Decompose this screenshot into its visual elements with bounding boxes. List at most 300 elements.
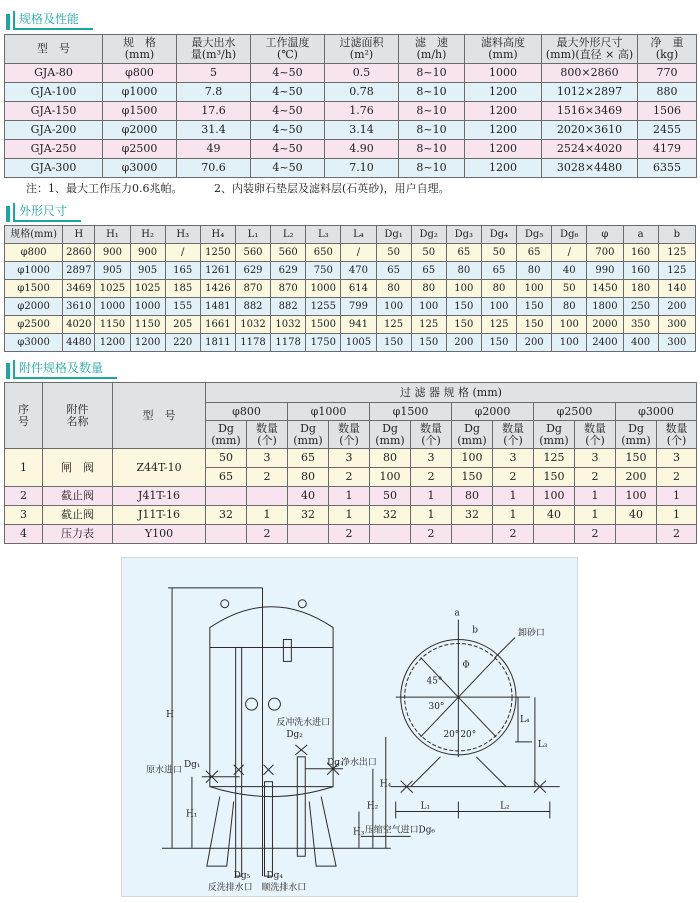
specs-cell: 880	[638, 83, 697, 102]
dimensions-cell: 125	[411, 316, 446, 334]
note-1: 注：1、最大工作压力0.6兆帕。	[26, 182, 183, 195]
specs-cell: 6355	[638, 159, 697, 178]
accessory-cell: 50	[206, 449, 247, 468]
specs-row	[5, 83, 697, 102]
dimensions-col-header: Dg₄	[481, 226, 516, 244]
header-qty: 数量 (个)	[411, 421, 452, 449]
specs-cell: 1200	[465, 140, 542, 159]
dimensions-cell: 80	[481, 280, 516, 298]
dimensions-cell: 100	[552, 334, 587, 352]
specs-col-header: 滤料高度 (mm)	[465, 35, 542, 64]
accessory-cell: 2	[657, 468, 697, 487]
dimensions-cell: 125	[658, 262, 695, 280]
specs-cell: 4~50	[251, 102, 325, 121]
specs-cell: 8~10	[399, 102, 465, 121]
accessory-cell: 100	[452, 449, 493, 468]
dimensions-cell: 1800	[587, 298, 623, 316]
header-qty: 数量 (个)	[657, 421, 697, 449]
dimensions-cell: 150	[376, 334, 411, 352]
dimensions-cell: 560	[271, 244, 306, 262]
label-b: b	[472, 625, 479, 636]
dimensions-cell: 1000	[306, 280, 341, 298]
specs-cell: 31.4	[177, 121, 251, 140]
dimensions-cell: 125	[658, 244, 695, 262]
accessory-cell: 1	[493, 487, 534, 506]
specs-col-header: 最大外形尺寸 (mm)(直径 × 高)	[542, 35, 638, 64]
section-marker-icon	[6, 14, 10, 30]
dimensions-col-header: H₃	[165, 226, 200, 244]
accessory-cell: 32	[452, 506, 493, 525]
dimensions-cell: 1661	[200, 316, 235, 334]
dimensions-cell: 80	[411, 280, 446, 298]
specs-cell: 4179	[638, 140, 697, 159]
specs-col-header: 规 格 (mm)	[103, 35, 177, 64]
label-L4: L₄	[519, 715, 530, 726]
header-size: φ1000	[288, 403, 370, 421]
accessory-cell: 32	[288, 506, 329, 525]
dimensions-cell: 870	[235, 280, 270, 298]
dimensions-col-header: Dg₂	[411, 226, 446, 244]
dimensions-col-header: L₂	[271, 226, 306, 244]
specs-cell: GJA-80	[5, 64, 103, 83]
label-rinse-drain: 顺洗排水口	[261, 883, 307, 894]
label-H2: H₂	[366, 801, 379, 812]
dimensions-cell: φ2000	[5, 298, 63, 316]
accessory-cell: 3	[411, 449, 452, 468]
dimensions-cell: 80	[517, 262, 552, 280]
dimensions-cell: 629	[271, 262, 306, 280]
dimensions-cell: φ3000	[5, 334, 63, 352]
section-marker-icon	[6, 363, 10, 379]
dimensions-cell: 150	[517, 316, 552, 334]
dimensions-cell: 799	[341, 298, 376, 316]
dimensions-row	[5, 244, 696, 262]
dimensions-header-row	[5, 226, 696, 244]
dimensions-col-header: L₄	[341, 226, 376, 244]
accessories-row	[5, 506, 697, 525]
accessory-cell: 150	[452, 468, 493, 487]
specs-cell: 8~10	[399, 121, 465, 140]
dimensions-cell: 1200	[130, 334, 165, 352]
accessory-cell: 3	[493, 449, 534, 468]
label-H1: H₁	[185, 809, 198, 820]
accessory-cell: 32	[206, 506, 247, 525]
accessories-row	[5, 449, 697, 468]
dimensions-cell: φ800	[5, 244, 63, 262]
header-size: φ800	[206, 403, 288, 421]
dimensions-cell: 1025	[95, 280, 130, 298]
accessory-cell: 150	[616, 449, 657, 468]
specs-cell: 0.78	[325, 83, 399, 102]
specs-cell: 1506	[638, 102, 697, 121]
label-H4: H₄	[379, 779, 392, 790]
accessory-cell: 32	[370, 506, 411, 525]
dimensions-cell: 200	[658, 298, 695, 316]
specs-cell: φ800	[103, 64, 177, 83]
header-dg: Dg (mm)	[370, 421, 411, 449]
dimensions-cell: 650	[306, 244, 341, 262]
manhole	[283, 640, 291, 662]
specs-cell: GJA-150	[5, 102, 103, 121]
specs-cell: 3.14	[325, 121, 399, 140]
dimensions-cell: φ2500	[5, 316, 63, 334]
accessory-cell: 2	[575, 468, 616, 487]
specs-col-header: 净 重 (kg)	[638, 35, 697, 64]
dimensions-cell: 1250	[200, 244, 235, 262]
dimensions-col-header: Dg₃	[446, 226, 481, 244]
accessory-cell: 3	[329, 449, 370, 468]
accessory-cell: 3	[247, 449, 288, 468]
accessory-cell: 1	[247, 506, 288, 525]
dimensions-col-header: 规格(mm)	[5, 226, 63, 244]
specs-cell: 0.5	[325, 64, 399, 83]
dimensions-cell: 750	[306, 262, 341, 280]
specs-cell: 4~50	[251, 64, 325, 83]
dimensions-col-header: φ	[587, 226, 623, 244]
dimensions-row	[5, 280, 696, 298]
label-angle-20a: 20°	[443, 729, 460, 740]
specs-cell: GJA-250	[5, 140, 103, 159]
header-dg: Dg (mm)	[452, 421, 493, 449]
accessory-cell: 1	[411, 506, 452, 525]
dimensions-cell: 250	[623, 298, 658, 316]
dimensions-cell: 700	[587, 244, 623, 262]
header-dg: Dg (mm)	[206, 421, 247, 449]
accessory-cell: 1	[329, 487, 370, 506]
dimensions-cell: 629	[235, 262, 270, 280]
dimensions-cell: 125	[481, 316, 516, 334]
dimensions-cell: 1178	[271, 334, 306, 352]
dimensions-cell: 870	[271, 280, 306, 298]
specs-cell: 2020×3610	[542, 121, 638, 140]
specs-cell: 8~10	[399, 140, 465, 159]
label-backwash-drain: 反洗排水口	[207, 883, 253, 894]
dimensions-col-header: Dg₅	[517, 226, 552, 244]
dimensions-cell: 100	[446, 280, 481, 298]
dimensions-cell: φ1500	[5, 280, 63, 298]
dimensions-row	[5, 334, 696, 352]
accessories-row	[5, 525, 697, 544]
specs-cell: 4.90	[325, 140, 399, 159]
specs-row	[5, 159, 697, 178]
specs-cell: 7.10	[325, 159, 399, 178]
dimensions-cell: 350	[623, 316, 658, 334]
accessory-seq: 4	[5, 525, 43, 544]
label-angle-45: 45°	[426, 676, 443, 687]
accessory-cell: 80	[452, 487, 493, 506]
valve-icon	[295, 745, 307, 755]
dimensions-cell: 1150	[95, 316, 130, 334]
accessories-table	[4, 382, 697, 544]
dimensions-cell: 155	[165, 298, 200, 316]
header-name: 附件 名称	[43, 383, 113, 449]
accessory-cell: 65	[206, 468, 247, 487]
dimensions-cell: 2000	[587, 316, 623, 334]
label-angle-20b: 20°	[460, 729, 477, 740]
dimensions-cell: 80	[446, 262, 481, 280]
dimensions-cell: 905	[95, 262, 130, 280]
accessory-cell: 150	[534, 468, 575, 487]
accessory-cell: 80	[370, 449, 411, 468]
specs-cell: φ3000	[103, 159, 177, 178]
specs-col-header: 型 号	[5, 35, 103, 64]
dimensions-cell: 1811	[200, 334, 235, 352]
accessory-cell: 2	[247, 468, 288, 487]
valve-icon	[264, 765, 274, 775]
header-qty: 数量 (个)	[493, 421, 534, 449]
label-sand-port: 卸砂口	[518, 628, 545, 639]
dimensions-cell: 1450	[587, 280, 623, 298]
section-title-accessories: 附件规格及数量	[6, 357, 117, 379]
pressure-gauge	[268, 698, 280, 710]
dimensions-cell: 140	[658, 280, 695, 298]
specs-cell: 2455	[638, 121, 697, 140]
dimensions-cell: 2400	[587, 334, 623, 352]
dimensions-cell: /	[552, 244, 587, 262]
label-clean-outlet-dg: Dg₃	[327, 757, 344, 768]
accessory-name: 截止阀	[43, 506, 113, 525]
dimensions-cell: 160	[623, 244, 658, 262]
accessory-cell: 2	[247, 525, 288, 544]
accessory-cell: 2	[657, 525, 697, 544]
accessory-cell: 2	[329, 468, 370, 487]
dimensions-cell: 1178	[235, 334, 270, 352]
dimensions-cell: 1481	[200, 298, 235, 316]
dimensions-cell: 1426	[200, 280, 235, 298]
header-qty: 数量 (个)	[575, 421, 616, 449]
dimensions-cell: 65	[376, 262, 411, 280]
specs-col-header: 滤 速 (m/h)	[399, 35, 465, 64]
header-size: φ1500	[370, 403, 452, 421]
dimensions-row	[5, 316, 696, 334]
dimensions-cell: 150	[517, 298, 552, 316]
accessory-cell: 80	[288, 468, 329, 487]
note-2: 2、内装卵石垫层及滤料层(石英砂)，用户自理。	[214, 182, 450, 195]
header-dg: Dg (mm)	[616, 421, 657, 449]
header-size: φ3000	[616, 403, 697, 421]
dimensions-cell: /	[165, 244, 200, 262]
label-backwash-inlet-dg: Dg₂	[286, 729, 303, 740]
label-backwash-inlet: 反冲洗水进口	[276, 718, 331, 729]
specs-cell: GJA-100	[5, 83, 103, 102]
dimensions-cell: 905	[130, 262, 165, 280]
tank-leg	[207, 797, 234, 867]
accessory-cell: 40	[616, 506, 657, 525]
accessory-cell: 100	[534, 487, 575, 506]
specs-cell: 770	[638, 64, 697, 83]
accessory-cell	[534, 525, 575, 544]
dimensions-row	[5, 298, 696, 316]
dimensions-col-header: L₁	[235, 226, 270, 244]
accessory-cell: 1	[657, 487, 697, 506]
dimensions-cell: 4480	[63, 334, 95, 352]
dimensions-cell: 65	[446, 244, 481, 262]
accessory-cell: 65	[288, 449, 329, 468]
diagram-svg	[122, 558, 577, 896]
accessory-name: 截止阀	[43, 487, 113, 506]
header-qty: 数量 (个)	[247, 421, 288, 449]
dimensions-cell: 1500	[306, 316, 341, 334]
dimensions-cell: 1032	[235, 316, 270, 334]
accessory-name: 压力表	[43, 525, 113, 544]
inner-pipe	[236, 647, 242, 876]
accessory-cell	[452, 525, 493, 544]
specs-row	[5, 102, 697, 121]
label-H3: H₃	[352, 827, 365, 838]
dimensions-cell: 50	[552, 280, 587, 298]
accessory-cell: 40	[534, 506, 575, 525]
accessory-cell: 2	[493, 525, 534, 544]
label-air-inlet: 压缩空气进口Dg₆	[364, 825, 436, 836]
dimensions-cell: 2860	[63, 244, 95, 262]
accessory-seq: 3	[5, 506, 43, 525]
dimensions-cell: 185	[165, 280, 200, 298]
dimensions-cell: 2897	[63, 262, 95, 280]
specs-cell: 1000	[465, 64, 542, 83]
accessory-name: 闸 阀	[43, 449, 113, 487]
sand-port-leader	[495, 638, 515, 658]
specs-cell: 1012×2897	[542, 83, 638, 102]
specs-cell: 1200	[465, 121, 542, 140]
specs-note	[26, 180, 450, 196]
accessory-cell: 200	[616, 468, 657, 487]
accessory-cell: 2	[575, 525, 616, 544]
header-qty: 数量 (个)	[329, 421, 370, 449]
dimensions-col-header: b	[658, 226, 695, 244]
specs-cell: 2524×4020	[542, 140, 638, 159]
section-title-specs: 规格及性能	[6, 8, 93, 30]
specs-cell: 8~10	[399, 64, 465, 83]
specs-cell: φ1500	[103, 102, 177, 121]
dimensions-cell: 1025	[130, 280, 165, 298]
accessory-cell: 100	[370, 468, 411, 487]
dimensions-cell: 470	[341, 262, 376, 280]
lifting-lug	[298, 600, 306, 608]
dimensions-col-header: H₄	[200, 226, 235, 244]
accessories-row	[5, 487, 697, 506]
dimensions-col-header: Dg₁	[376, 226, 411, 244]
dimensions-cell: 300	[658, 334, 695, 352]
dimensions-cell: 400	[623, 334, 658, 352]
accessory-cell: 3	[657, 449, 697, 468]
dimensions-cell: 1200	[95, 334, 130, 352]
pipe-leg	[411, 757, 441, 787]
accessory-cell: 2	[411, 468, 452, 487]
header-size: φ2000	[452, 403, 534, 421]
specs-row	[5, 64, 697, 83]
dimensions-cell: 100	[411, 298, 446, 316]
accessory-cell: 2	[493, 468, 534, 487]
tank-shell	[210, 607, 333, 787]
specs-cell: GJA-200	[5, 121, 103, 140]
accessories-header-row	[5, 383, 697, 403]
dimensions-cell: 40	[552, 262, 587, 280]
specs-cell: φ2000	[103, 121, 177, 140]
specs-col-header: 过滤面积 (m²)	[325, 35, 399, 64]
accessory-cell: 1	[411, 487, 452, 506]
dimensions-cell: 80	[552, 298, 587, 316]
accessory-cell: 3	[575, 449, 616, 468]
specs-cell: GJA-300	[5, 159, 103, 178]
dimensions-cell: 100	[481, 298, 516, 316]
specs-cell: 4~50	[251, 140, 325, 159]
dimensions-cell: 3469	[63, 280, 95, 298]
label-a: a	[454, 608, 460, 619]
label-raw-inlet: 原水进口	[146, 765, 182, 776]
dimensions-cell: 200	[446, 334, 481, 352]
dimensions-cell: 160	[623, 262, 658, 280]
header-dg: Dg (mm)	[534, 421, 575, 449]
dimensions-col-header: L₃	[306, 226, 341, 244]
dimensions-cell: 50	[411, 244, 446, 262]
accessory-seq: 2	[5, 487, 43, 506]
dimensions-cell: 941	[341, 316, 376, 334]
label-angle-30: 30°	[428, 702, 445, 713]
pressure-gauge	[246, 698, 258, 710]
dimensions-cell: φ1000	[5, 262, 63, 280]
accessory-cell: 2	[329, 525, 370, 544]
accessory-cell: 1	[657, 506, 697, 525]
dimensions-cell: 1000	[130, 298, 165, 316]
dimensions-cell: 1255	[306, 298, 341, 316]
specs-cell: 1200	[465, 102, 542, 121]
specs-row	[5, 140, 697, 159]
section-marker-icon	[6, 206, 10, 222]
dimensions-cell: 1150	[130, 316, 165, 334]
accessory-cell: 50	[370, 487, 411, 506]
header-size: φ2500	[534, 403, 616, 421]
specs-header-row	[5, 35, 697, 64]
dimensions-cell: 200	[517, 334, 552, 352]
dimensions-cell: 900	[95, 244, 130, 262]
label-phi: Φ	[462, 660, 470, 671]
dimensions-cell: 165	[165, 262, 200, 280]
label-clean-outlet: 净水出口	[341, 757, 377, 768]
specs-row	[5, 121, 697, 140]
dimensions-cell: 180	[623, 280, 658, 298]
accessory-cell	[247, 487, 288, 506]
dimensions-cell: 50	[376, 244, 411, 262]
specs-cell: 70.6	[177, 159, 251, 178]
dimensions-cell: 150	[411, 334, 446, 352]
dimensions-cell: 900	[130, 244, 165, 262]
accessory-cell	[206, 525, 247, 544]
dimensions-cell: 50	[481, 244, 516, 262]
specs-cell: 5	[177, 64, 251, 83]
label-L2: L₂	[500, 801, 510, 812]
accessory-model: J11T-16	[113, 506, 206, 525]
dimensions-cell: /	[341, 244, 376, 262]
specs-cell: φ1000	[103, 83, 177, 102]
dimensions-cell: 3610	[63, 298, 95, 316]
accessory-cell: 2	[411, 525, 452, 544]
dimensions-cell: 614	[341, 280, 376, 298]
dimensions-cell: 882	[235, 298, 270, 316]
dimensions-cell: 80	[376, 280, 411, 298]
outlet-pipe	[297, 757, 305, 856]
tank-bottom	[210, 787, 333, 797]
specs-cell: 49	[177, 140, 251, 159]
dimensions-cell: 65	[481, 262, 516, 280]
specs-col-header: 最大出水 量(m³/h)	[177, 35, 251, 64]
accessory-cell: 125	[534, 449, 575, 468]
dimensions-table	[4, 225, 696, 352]
header-model: 型 号	[113, 383, 206, 449]
specs-cell: 4~50	[251, 121, 325, 140]
dimensions-col-header: H	[63, 226, 95, 244]
specs-cell: 7.8	[177, 83, 251, 102]
dimensions-col-header: a	[623, 226, 658, 244]
